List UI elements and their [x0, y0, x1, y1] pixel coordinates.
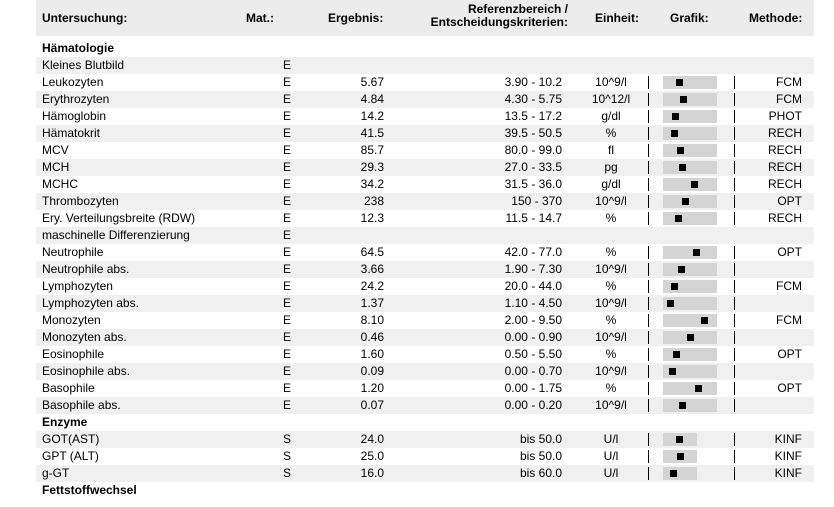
unit-label: %	[605, 245, 617, 259]
graph-range-box	[663, 263, 717, 276]
result-value: 238	[363, 194, 384, 208]
table-row	[36, 329, 814, 346]
material-code: E	[282, 364, 291, 378]
method-code: OPT	[777, 194, 802, 208]
result-value: 29.3	[360, 160, 384, 174]
graph-value-marker	[691, 181, 698, 188]
method-code: FCM	[776, 313, 802, 327]
graph-right-bar	[734, 331, 735, 344]
material-code: E	[282, 160, 291, 174]
graph-left-bar	[648, 467, 649, 480]
table-row	[36, 108, 814, 125]
graph-left-bar	[648, 348, 649, 361]
test-name: Monozyten	[42, 313, 101, 327]
test-name: MCHC	[42, 177, 78, 191]
header-referenz-line1: Referenzbereich /	[467, 2, 568, 16]
material-code: E	[282, 143, 291, 157]
material-code: E	[282, 177, 291, 191]
table-row	[36, 363, 814, 380]
material-code: E	[282, 347, 291, 361]
graph-value-marker	[678, 266, 685, 273]
reference-range: 1.10 - 4.50	[504, 296, 562, 310]
graph-left-bar	[648, 93, 649, 106]
result-value: 16.0	[360, 466, 384, 480]
graph-right-bar	[734, 399, 735, 412]
result-value: 0.46	[360, 330, 384, 344]
graph-right-bar	[734, 467, 735, 480]
reference-range: 0.00 - 0.70	[504, 364, 562, 378]
reference-range: 150 - 370	[511, 194, 562, 208]
table-row	[36, 312, 814, 329]
method-code: OPT	[777, 381, 802, 395]
graph-range-box	[663, 280, 717, 293]
section-title: Enzyme	[42, 415, 88, 429]
reference-range: bis 50.0	[519, 432, 562, 446]
graph-left-bar	[648, 263, 649, 276]
header-referenzbereich	[418, 3, 568, 29]
material-code: E	[282, 262, 291, 276]
graph-range-box	[663, 365, 717, 378]
graph-left-bar	[648, 280, 649, 293]
graph-range-box	[663, 127, 717, 140]
unit-label: fl	[608, 143, 614, 157]
unit-label: U/l	[603, 449, 619, 463]
graph-range-box	[663, 467, 697, 480]
graph-value-marker	[701, 317, 708, 324]
test-name: Lymphozyten	[42, 279, 113, 293]
section-title: Fettstoffwechsel	[42, 483, 137, 497]
result-value: 3.66	[360, 262, 384, 276]
unit-label: U/l	[603, 466, 619, 480]
test-name: GPT (ALT)	[42, 449, 99, 463]
test-name: maschinelle Differenzierung	[42, 228, 190, 242]
graph-range-box	[663, 297, 717, 310]
graph-left-bar	[648, 144, 649, 157]
reference-range: 13.5 - 17.2	[504, 109, 562, 123]
material-code: S	[282, 432, 291, 446]
graph-value-marker	[682, 198, 689, 205]
method-code: PHOT	[768, 109, 802, 123]
header-einheit: Einheit:	[595, 11, 639, 25]
header-referenz-line2: Entscheidungskriterien:	[430, 15, 568, 29]
reference-range: 4.30 - 5.75	[504, 92, 562, 106]
graph-range-box	[663, 93, 717, 106]
method-code: RECH	[767, 143, 802, 157]
graph-right-bar	[734, 144, 735, 157]
material-code: E	[282, 313, 291, 327]
result-value: 12.3	[360, 211, 384, 225]
graph-value-marker	[695, 385, 702, 392]
material-code: E	[282, 296, 291, 310]
material-code: E	[282, 381, 291, 395]
graph-value-marker	[679, 402, 686, 409]
material-code: E	[282, 109, 291, 123]
graph-value-marker	[676, 79, 683, 86]
result-value: 8.10	[360, 313, 384, 327]
reference-range: bis 50.0	[519, 449, 562, 463]
graph-value-marker	[675, 215, 682, 222]
graph-range-box	[663, 382, 717, 395]
section-title: Hämatologie	[42, 41, 115, 55]
table-row	[36, 193, 814, 210]
material-code: E	[282, 228, 291, 242]
reference-range: 1.90 - 7.30	[504, 262, 562, 276]
table-row	[36, 295, 814, 312]
material-code: E	[282, 92, 291, 106]
header-grafik: Grafik:	[670, 11, 709, 25]
graph-range-box	[663, 399, 717, 412]
graph-left-bar	[648, 195, 649, 208]
result-value: 34.2	[360, 177, 384, 191]
unit-label: pg	[604, 160, 618, 174]
header-material: Mat.:	[246, 11, 274, 25]
method-code: OPT	[777, 245, 802, 259]
material-code: E	[282, 194, 291, 208]
test-name: GOT(AST)	[42, 432, 100, 446]
graph-right-bar	[734, 263, 735, 276]
table-row	[36, 261, 814, 278]
result-value: 5.67	[360, 75, 384, 89]
graph-right-bar	[734, 348, 735, 361]
reference-range: 27.0 - 33.5	[504, 160, 562, 174]
result-value: 14.2	[360, 109, 384, 123]
graph-range-box	[663, 433, 697, 446]
result-value: 41.5	[360, 126, 384, 140]
graph-value-marker	[671, 283, 678, 290]
method-code: FCM	[776, 279, 802, 293]
table-row	[36, 74, 814, 91]
graph-left-bar	[648, 246, 649, 259]
graph-value-marker	[672, 113, 679, 120]
test-name: MCV	[42, 143, 69, 157]
test-name: Hämatokrit	[42, 126, 101, 140]
table-row	[36, 159, 814, 176]
material-code: E	[282, 75, 291, 89]
test-name: Kleines Blutbild	[42, 58, 125, 72]
graph-right-bar	[734, 178, 735, 191]
graph-range-box	[663, 178, 717, 191]
method-code: RECH	[767, 160, 802, 174]
unit-label: U/l	[603, 432, 619, 446]
header-untersuchung: Untersuchung:	[42, 11, 128, 25]
graph-left-bar	[648, 110, 649, 123]
section-row	[36, 57, 814, 74]
graph-right-bar	[734, 246, 735, 259]
section-row	[36, 40, 814, 57]
graph-value-marker	[677, 147, 684, 154]
graph-right-bar	[734, 314, 735, 327]
graph-right-bar	[734, 127, 735, 140]
reference-range: 42.0 - 77.0	[504, 245, 562, 259]
graph-value-marker	[676, 436, 683, 443]
graph-right-bar	[734, 280, 735, 293]
material-code: E	[282, 330, 291, 344]
reference-range: 31.5 - 36.0	[504, 177, 562, 191]
unit-label: g/dl	[601, 177, 621, 191]
graph-left-bar	[648, 76, 649, 89]
graph-right-bar	[734, 450, 735, 463]
graph-range-box	[663, 314, 717, 327]
unit-label: 10^9/l	[595, 364, 627, 378]
graph-range-box	[663, 76, 717, 89]
unit-label: 10^9/l	[595, 75, 627, 89]
graph-range-box	[663, 331, 717, 344]
reference-range: 0.50 - 5.50	[504, 347, 562, 361]
section-row	[36, 414, 814, 431]
graph-left-bar	[648, 450, 649, 463]
graph-left-bar	[648, 399, 649, 412]
result-value: 1.37	[360, 296, 384, 310]
test-name: Eosinophile abs.	[42, 364, 131, 378]
header-methode: Methode:	[749, 11, 803, 25]
test-name: Thrombozyten	[42, 194, 119, 208]
unit-label: %	[605, 126, 617, 140]
test-name: Ery. Verteilungsbreite (RDW)	[42, 211, 196, 225]
material-code: E	[282, 245, 291, 259]
table-row	[36, 176, 814, 193]
reference-range: 0.00 - 1.75	[504, 381, 562, 395]
graph-range-box	[663, 161, 717, 174]
graph-range-box	[663, 212, 717, 225]
method-code: KINF	[774, 449, 802, 463]
graph-right-bar	[734, 382, 735, 395]
graph-value-marker	[673, 351, 680, 358]
graph-right-bar	[734, 110, 735, 123]
graph-left-bar	[648, 297, 649, 310]
graph-value-marker	[669, 368, 676, 375]
reference-range: 2.00 - 9.50	[504, 313, 562, 327]
table-header	[36, 0, 814, 36]
graph-range-box	[663, 195, 717, 208]
graph-value-marker	[687, 334, 694, 341]
unit-label: 10^9/l	[595, 398, 627, 412]
graph-value-marker	[679, 164, 686, 171]
graph-left-bar	[648, 382, 649, 395]
graph-left-bar	[648, 331, 649, 344]
section-row	[36, 482, 814, 499]
table-row	[36, 278, 814, 295]
method-code: RECH	[767, 211, 802, 225]
graph-value-marker	[671, 130, 678, 137]
method-code: RECH	[767, 177, 802, 191]
material-code: E	[282, 398, 291, 412]
material-code: E	[282, 279, 291, 293]
graph-right-bar	[734, 195, 735, 208]
result-value: 4.84	[360, 92, 384, 106]
graph-right-bar	[734, 212, 735, 225]
material-code: E	[282, 58, 291, 72]
test-name: Leukozyten	[42, 75, 104, 89]
reference-range: 3.90 - 10.2	[504, 75, 562, 89]
result-value: 1.20	[360, 381, 384, 395]
test-name: Basophile	[42, 381, 95, 395]
unit-label: %	[605, 313, 617, 327]
result-value: 85.7	[360, 143, 384, 157]
table-row	[36, 125, 814, 142]
graph-right-bar	[734, 93, 735, 106]
graph-value-marker	[677, 453, 684, 460]
reference-range: 20.0 - 44.0	[504, 279, 562, 293]
section-row	[36, 227, 814, 244]
test-name: Neutrophile abs.	[42, 262, 130, 276]
method-code: FCM	[776, 75, 802, 89]
result-value: 25.0	[360, 449, 384, 463]
graph-range-box	[663, 246, 717, 259]
unit-label: %	[605, 347, 617, 361]
table-row	[36, 448, 814, 465]
graph-range-box	[663, 144, 717, 157]
method-code: FCM	[776, 92, 802, 106]
material-code: S	[282, 449, 291, 463]
table-row	[36, 142, 814, 159]
reference-range: 0.00 - 0.90	[504, 330, 562, 344]
test-name: Neutrophile	[42, 245, 104, 259]
result-value: 64.5	[360, 245, 384, 259]
graph-value-marker	[680, 96, 687, 103]
table-row	[36, 380, 814, 397]
result-value: 0.09	[360, 364, 384, 378]
unit-label: %	[605, 211, 617, 225]
graph-value-marker	[667, 300, 674, 307]
graph-right-bar	[734, 161, 735, 174]
graph-left-bar	[648, 178, 649, 191]
unit-label: %	[605, 279, 617, 293]
table-row	[36, 397, 814, 414]
graph-left-bar	[648, 127, 649, 140]
graph-value-marker	[693, 249, 700, 256]
graph-right-bar	[734, 365, 735, 378]
material-code: E	[282, 211, 291, 225]
unit-label: g/dl	[601, 109, 621, 123]
table-row	[36, 431, 814, 448]
reference-range: 80.0 - 99.0	[504, 143, 562, 157]
reference-range: bis 60.0	[519, 466, 562, 480]
test-name: MCH	[42, 160, 70, 174]
result-value: 1.60	[360, 347, 384, 361]
graph-left-bar	[648, 212, 649, 225]
method-code: KINF	[774, 466, 802, 480]
test-name: g-GT	[42, 466, 70, 480]
test-name: Eosinophile	[42, 347, 105, 361]
table-row	[36, 346, 814, 363]
graph-right-bar	[734, 297, 735, 310]
reference-range: 39.5 - 50.5	[504, 126, 562, 140]
material-code: S	[282, 466, 291, 480]
result-value: 24.2	[360, 279, 384, 293]
graph-value-marker	[670, 470, 677, 477]
graph-range-box	[663, 110, 717, 123]
unit-label: 10^9/l	[595, 330, 627, 344]
method-code: KINF	[774, 432, 802, 446]
result-value: 24.0	[360, 432, 384, 446]
graph-right-bar	[734, 76, 735, 89]
test-name: Basophile abs.	[42, 398, 121, 412]
graph-left-bar	[648, 314, 649, 327]
header-ergebnis: Ergebnis:	[328, 11, 384, 25]
test-name: Lymphozyten abs.	[42, 296, 139, 310]
unit-label: 10^9/l	[595, 262, 627, 276]
table-row	[36, 244, 814, 261]
graph-left-bar	[648, 365, 649, 378]
reference-range: 0.00 - 0.20	[504, 398, 562, 412]
unit-label: 10^12/l	[591, 92, 631, 106]
graph-left-bar	[648, 161, 649, 174]
graph-range-box	[663, 450, 697, 463]
test-name: Erythrozyten	[42, 92, 110, 106]
reference-range: 11.5 - 14.7	[505, 211, 562, 225]
unit-label: %	[605, 381, 617, 395]
test-name: Monozyten abs.	[42, 330, 127, 344]
graph-range-box	[663, 348, 717, 361]
table-row	[36, 465, 814, 482]
graph-right-bar	[734, 433, 735, 446]
table-row	[36, 210, 814, 227]
material-code: E	[282, 126, 291, 140]
unit-label: 10^9/l	[595, 194, 627, 208]
graph-left-bar	[648, 433, 649, 446]
test-name: Hämoglobin	[42, 109, 107, 123]
method-code: OPT	[777, 347, 802, 361]
unit-label: 10^9/l	[595, 296, 627, 310]
result-value: 0.07	[360, 398, 384, 412]
results-table	[36, 40, 814, 499]
table-row	[36, 91, 814, 108]
method-code: RECH	[767, 126, 802, 140]
